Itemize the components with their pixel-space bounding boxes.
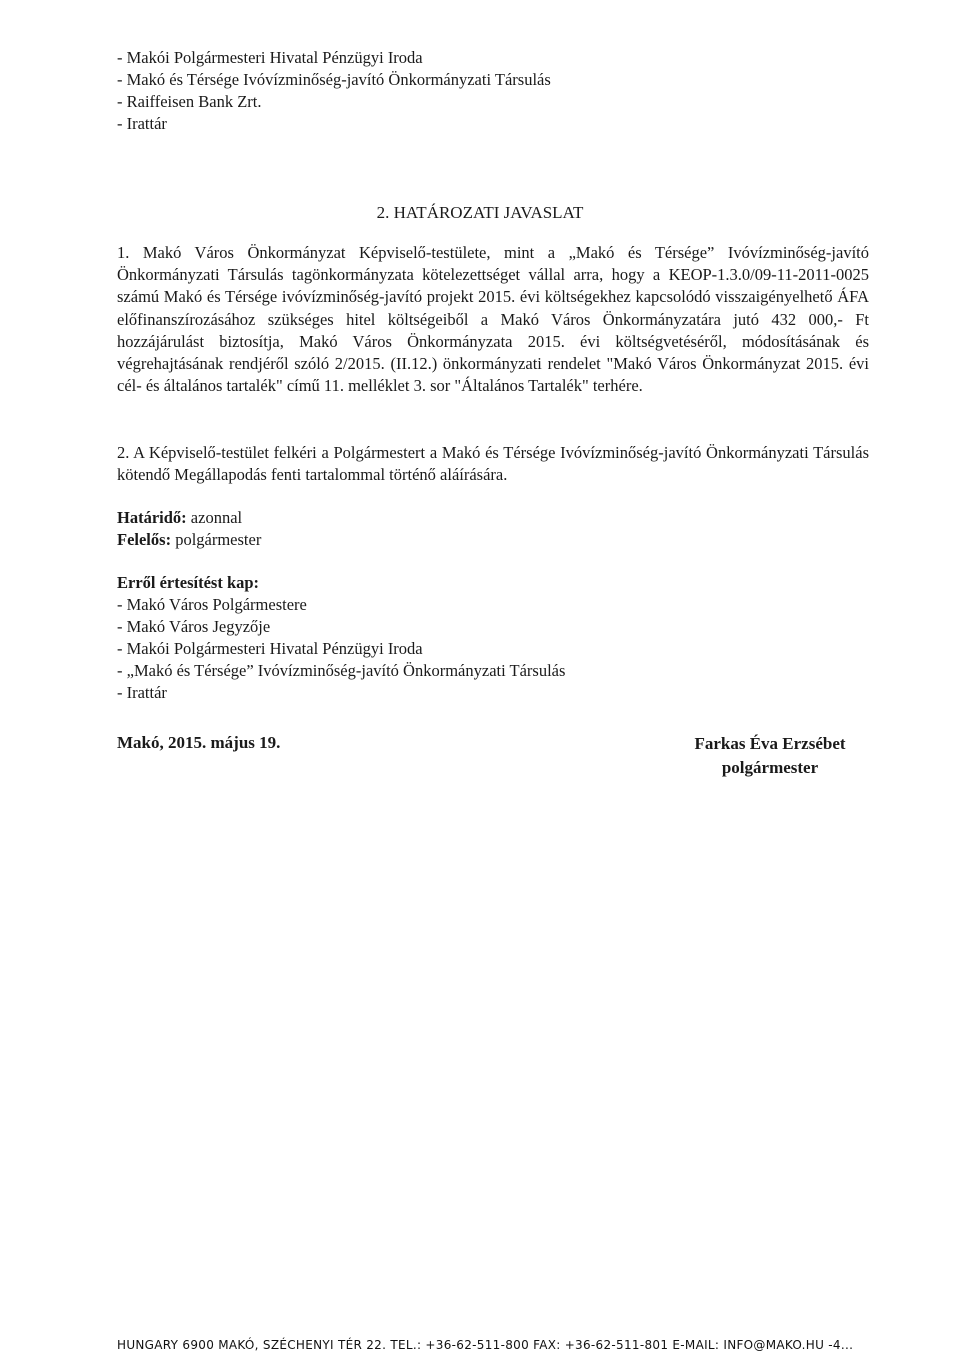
page-footer: HUNGARY 6900 MAKÓ, SZÉCHENYI TÉR 22. TEL.: +36-62-511-800 FAX: +36-62-511-801 E-MAIL: INFO@MAKO.HU -4...	[117, 1338, 854, 1352]
notify-item: - Makó Város Jegyzője	[117, 617, 271, 636]
responsible-value: polgármester	[175, 530, 262, 549]
resolution-point-2	[117, 442, 869, 486]
resolution-point-2-text: 2. A Képviselő-testület felkéri a Polgármestert a Makó és Térsége Ivóvízminőség-javító Önkormányzati Társulás kötendő Megállapodás fenti tartalommal történő aláírására.	[117, 443, 869, 485]
notify-item: - „Makó és Térsége” Ivóvízminőség-javító Önkormányzati Társulás	[117, 661, 566, 680]
recipient-item: - Raiffeisen Bank Zrt.	[117, 92, 262, 111]
resolution-point-1	[117, 242, 869, 397]
deadline-label: Határidő:	[117, 508, 187, 527]
signer-title: polgármester	[721, 758, 819, 777]
resolution-point-1-text: 1. Makó Város Önkormányzat Képviselő-testülete, mint a „Makó és Térsége” Ivóvízminőség-javító Önkormányzati Társulás tagönkormányzata kötelezettséget vállal arra, hogy a KEOP-1.3.0/09-11-2011-0025 számú Makó és Térsége ivóvízminőség-javító projekt 2015. évi költségekhez kapcsolódó visszaigényelhető ÁFA előfinanszírozásához szükséges hitel költségeiből a Makó Város Önkormányzatára jutó 432 000,- Ft hozzájárulást biztosítja, Makó Város Önkormányzata 2015. évi költségvetéséről, módosításának és végrehajtásának rendjéről szóló 2/2015. (II.12.) önkormányzati rendelet "Makó Város Önkormányzat 2015. évi cél- és általános tartalék" című 11. melléklet 3. sor "Általános Tartalék" terhére.	[117, 243, 869, 396]
responsible-row	[117, 529, 261, 551]
deadline-value: azonnal	[190, 508, 243, 527]
resolution-heading: 2. HATÁROZATI JAVASLAT	[376, 203, 584, 222]
signer-name: Farkas Éva Erzsébet	[694, 734, 846, 753]
notify-label: Erről értesítést kap:	[117, 573, 260, 592]
recipient-item: - Irattár	[117, 114, 167, 133]
deadline-row	[117, 507, 242, 529]
place-date: Makó, 2015. május 19.	[117, 733, 281, 752]
recipient-item: - Makói Polgármesteri Hivatal Pénzügyi Iroda	[117, 48, 423, 67]
notify-item: - Irattár	[117, 683, 167, 702]
notify-item: - Makó Város Polgármestere	[117, 595, 307, 614]
recipient-item: - Makó és Térsége Ivóvízminőség-javító Önkormányzati Társulás	[117, 70, 551, 89]
notify-item: - Makói Polgármesteri Hivatal Pénzügyi Iroda	[117, 639, 423, 658]
responsible-label: Felelős:	[117, 530, 172, 549]
